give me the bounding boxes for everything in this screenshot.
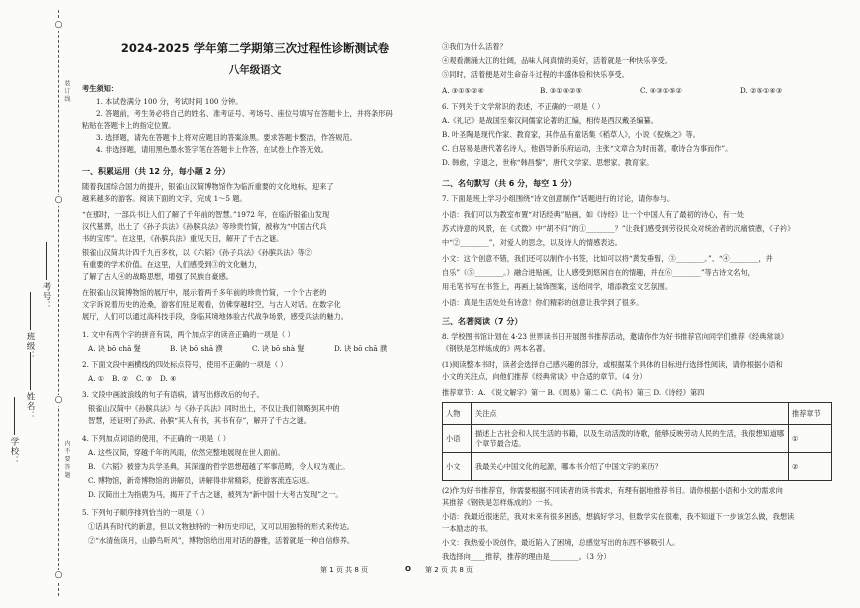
passage-line: 展厅，人们可以通过高科技手段，身临其境地体验古代战争场景，感受兵法的魅力。 bbox=[82, 312, 348, 321]
q8-answer-line[interactable]: 我选择向____推荐，推荐的理由是________。（3 分） bbox=[442, 552, 611, 561]
q7-line: 苏式诗意的风景，在《式微》中“胡不归”的①________？”让我们感受到劳役民众对统治者的沉痛愤懑，《子衿》 bbox=[442, 224, 795, 233]
q2-option-c[interactable]: C. ③ bbox=[136, 374, 153, 383]
class-line[interactable] bbox=[30, 292, 31, 330]
question-8-1: 小文的关注点，向他们推荐《经典常谈》中合适的章节。（4 分） bbox=[442, 372, 647, 381]
passage-line: 文字诉说着历史的沧桑，游客们驻足观看，仿佛穿越时空，与古人对话。在数字化 bbox=[82, 300, 341, 309]
q8-line: 小文：我热爱小说创作，最近陷入了困境，总感觉写出的东西不够吸引人。 bbox=[442, 538, 680, 547]
section-2-heading: 二、名句默写（共 6 分，每空 1 分） bbox=[442, 179, 577, 188]
question-8-2: (2)作为好书推荐官，你需要根据不同读者的读书需求，有理有据地推荐书目。请你根据小语和小文的需求向 bbox=[442, 486, 783, 495]
binding-name-label: 姓名： bbox=[24, 350, 36, 421]
binding-exam-id-label: 考号： bbox=[40, 240, 52, 311]
q4-option-a[interactable]: A. 这些汉简，穿越千年的风雨，依然完整地展现在世人面前。 bbox=[88, 448, 285, 457]
passage-line: 了解了古人④的战略思想，增强了民族自豪感。 bbox=[82, 272, 233, 281]
binding-hole: ○ bbox=[54, 395, 63, 405]
binding-margin bbox=[0, 0, 72, 608]
page-number-left: 第 1 页 共 8 页 bbox=[320, 566, 369, 574]
question-6: 6. 下列关于文学常识的表述，不正确的一项是（ ） bbox=[442, 102, 605, 111]
seal-text: 内 不 要 答 题 bbox=[63, 440, 70, 478]
q7-line: 用毛笔书写在书签上，再画上装饰图案，送给同学，增添教室文艺氛围。 bbox=[442, 282, 673, 291]
question-8-1: (1)阅读整本书时，读者会选择自己感兴趣的部分，或根据某个具体的目标进行选择性阅读，请你根据小语和 bbox=[442, 360, 783, 369]
q5-option-a[interactable]: A. ③①⑤②④ bbox=[442, 86, 484, 95]
passage-line: “在那时，一部兵书让人们了解了千年前的智慧。”1972 年，在临沂银雀山发现 bbox=[82, 210, 330, 219]
question-1: 1. 文中有两个字的拼音有误，两个加点字的读音正确的一项是（ ） bbox=[82, 330, 295, 339]
q8-line: 一本励志的书。 bbox=[442, 524, 493, 533]
q5-option-c[interactable]: C. ④③①⑤② bbox=[640, 86, 683, 95]
notice-line: 1. 本试卷满分 100 分，考试时间 100 分钟。 bbox=[96, 97, 243, 106]
passage-line: 汉代墓葬，出土了《孙子兵法》《孙膑兵法》等珍贵竹简，被称为“中国古代兵 bbox=[82, 222, 327, 231]
exam-subtitle: 八年级语文 bbox=[228, 64, 282, 76]
recommend-table bbox=[442, 402, 832, 481]
binding-dashed-line bbox=[58, 10, 59, 596]
table-cell-rec[interactable]: ② bbox=[789, 453, 832, 481]
chapter-list: 推荐章节：A. 《说文解字》第一 B.《周易》第二 C.《尚书》第三 D.《诗经》第四 bbox=[442, 388, 705, 397]
q6-option-b[interactable]: B. 叶圣陶是现代作家、教育家，其作品有童话集《稻草人》，小说《倪焕之》等。 bbox=[442, 130, 700, 139]
q7-line: 自乐”（⑤________。）融合进贴画，让人感受到悠闲自在的情趣，并在⑥________”等古诗文名句， bbox=[442, 268, 755, 277]
passage-line: 越来越多的游客。阅读下面的文字，完成 1～5 题。 bbox=[82, 194, 247, 203]
exam-title: 2024-2025 学年第二学期第三次过程性诊断测试卷 bbox=[120, 41, 390, 55]
binding-hole: ○ bbox=[54, 195, 63, 205]
center-dot: O bbox=[405, 565, 411, 573]
question-4: 4. 下列加点词语的使用，不正确的一项是（ ） bbox=[82, 434, 230, 443]
notice-line: 3. 选择题，请先在答题卡上将对应题目的答案涂黑。要求答题卡整洁，作答规范。 bbox=[96, 133, 357, 142]
q7-line: 中“②________”，对爱人的思念，以及诗人的情感表达。 bbox=[442, 238, 622, 247]
table-header: 关注点 bbox=[472, 403, 789, 425]
passage-line: 银雀山汉简共计四千九百多枚，以《六韬》《孙子兵法》《孙膑兵法》等② bbox=[82, 248, 312, 257]
q4-option-c[interactable]: C. 博物馆，新奇博物馆的讲解员，讲解得非常精彩，使游客流连忘返。 bbox=[88, 476, 314, 485]
notice-line: 粘贴在答题卡上的指定位置。 bbox=[82, 121, 176, 130]
q7-line: 小文：这个创意不错，我们还可以制作小书签，比如可以将“黄发垂髫，③________。”、“④________，并 bbox=[442, 254, 773, 263]
q5-option-b[interactable]: B. ③①④②⑤ bbox=[540, 86, 583, 95]
table-cell-focus: 我最关心中国文化的起源，哪本书介绍了中国文字的来历？ bbox=[472, 453, 789, 481]
binding-class-label: 班级： bbox=[24, 290, 36, 361]
q1-option-d[interactable]: D. 诀 bō chā 濮 bbox=[334, 344, 388, 353]
q3-text: 银雀山汉简中《孙膑兵法》与《孙子兵法》同时出土，不仅让我们领略到其中的 bbox=[88, 404, 340, 413]
question-8: 《钢铁是怎样炼成的》两本名著。 bbox=[442, 344, 550, 353]
notice-line: 4. 非选择题，请用黑色墨水签字笔在答题卡上作答，在试卷上作答无效。 bbox=[96, 145, 328, 154]
q5-option-d[interactable]: D. ②⑤①④③ bbox=[740, 86, 783, 95]
q1-option-a[interactable]: A. 诀 bō chā 髮 bbox=[88, 344, 141, 353]
q2-option-a[interactable]: A. ① bbox=[88, 374, 105, 383]
binding-school-label: 学校： bbox=[8, 395, 20, 466]
table-header: 人物 bbox=[443, 403, 472, 425]
table-row bbox=[443, 425, 832, 453]
q5-line: ⑤同时，活着便是对生命奋斗过程的丰盛体验和快乐享受。 bbox=[442, 70, 629, 79]
table-row bbox=[443, 453, 832, 481]
table-cell-who: 小文 bbox=[443, 453, 472, 481]
exam-id-line[interactable] bbox=[46, 242, 47, 280]
binding-hole: ○ bbox=[54, 20, 63, 30]
table-cell-who: 小语 bbox=[443, 425, 472, 453]
q4-option-b[interactable]: B. 《六韬》被誉为兵学圣典，其深邃的哲学思想超越了军事范畴，令人叹为观止。 bbox=[88, 462, 350, 471]
question-5: 5. 下列句子顺序排列恰当的一项是（ ） bbox=[82, 508, 209, 517]
passage-line: 随着我国综合国力的提升，银雀山汉简博物馆作为临沂重要的文化地标，迎来了 bbox=[82, 182, 334, 191]
q3-text: 智慧，还证明了孙武、孙膑“其人有书，其书有存”，解开了千古之谜。 bbox=[88, 416, 311, 425]
passage-line: 有重要的学术价值。在这里，人们感受到③的文化魅力， bbox=[82, 260, 262, 269]
q2-option-d[interactable]: D. ④ bbox=[160, 374, 177, 383]
question-3: 3. 文段中画波浪线的句子有语病，请写出修改后的句子。 bbox=[82, 390, 264, 399]
school-line[interactable] bbox=[14, 397, 15, 435]
section-1-heading: 一、积累运用（共 12 分，每小题 2 分） bbox=[82, 167, 230, 176]
question-7: 7. 下面是班上学习小组围绕“诗文创意制作”话题进行的讨论，请你参与。 bbox=[442, 194, 675, 203]
seal-text: 装 订 线 bbox=[63, 80, 70, 102]
table-header: 推荐章节 bbox=[789, 403, 832, 425]
q5-line: ③我们为什么活着？ bbox=[442, 42, 507, 51]
q6-option-d[interactable]: D. 韩愈，字退之，世称“韩昌黎”，唐代文学家、思想家、教育家。 bbox=[442, 158, 654, 167]
q5-line: ②“水清鱼读月，山静鸟听风”，博物馆给出用对话的静雅，活着就是一种自信修养。 bbox=[88, 536, 355, 545]
q2-option-b[interactable]: B. ② bbox=[112, 374, 129, 383]
section-3-heading: 三、名著阅读（7 分） bbox=[442, 317, 523, 326]
q6-option-c[interactable]: C. 白居易是唐代著名诗人，他倡导新乐府运动，主张“文章合为时而著，歌诗合为事而作”。 bbox=[442, 144, 733, 153]
name-line[interactable] bbox=[30, 352, 31, 390]
question-2: 2. 下面文段中画横线的四处标点符号，使用不正确的一项是（ ） bbox=[82, 360, 288, 369]
passage-line: 在银雀山汉简博物馆的展厅中，展示着两千多年前的珍贵竹简，一个个古老的 bbox=[82, 288, 327, 297]
q5-line: ④观看潮涌大江的壮阔，品味人间真情的美好，活着就是一种快乐享受。 bbox=[442, 56, 673, 65]
binding-hole: ○ bbox=[54, 570, 63, 580]
table-cell-rec[interactable]: ① bbox=[789, 425, 832, 453]
q7-line: 小语：我们可以为教室布置“对话经典”贴画，如《诗经》让一个中国人有了最初的诗心，有一处 bbox=[442, 210, 745, 219]
question-8-2: 其推荐《钢铁是怎样炼成的》一书。 bbox=[442, 498, 558, 507]
page-number-right: 第 2 页 共 8 页 bbox=[425, 566, 474, 574]
q6-option-a[interactable]: A.《礼记》是战国至秦汉间儒家论著的汇编，相传是西汉戴圣编纂。 bbox=[442, 116, 658, 125]
notice-heading: 考生须知： bbox=[82, 84, 118, 93]
q1-option-b[interactable]: B. 诀 bō shā 濮 bbox=[170, 344, 223, 353]
notice-line: 2. 答题前，考生务必将自己的姓名、准考证号、考场号、座位号填写在答题卡上，并将条形码 bbox=[96, 109, 393, 118]
q8-line: 小语：我最近很迷茫，我对未来有很多困惑，想搞好学习，但数学实在很难，我不知道下一步该怎么做，我想读 bbox=[442, 512, 795, 521]
q1-option-c[interactable]: C. 诀 bō shà 髮 bbox=[252, 344, 305, 353]
table-cell-focus: 描述上古社会和人民生活的书籍，以及生动活泼的诗歌，能够反映劳动人民的生活，我很想知道哪个章节最合适。 bbox=[472, 425, 789, 453]
q7-line: 小语：真是生活处处有诗意！你们精彩的创意让我学到了很多。 bbox=[442, 298, 644, 307]
question-8: 8. 学校图书馆计划在 4·23 世界读书日开展图书推荐活动，邀请你作为好书推荐官向同学们推荐《经典常谈》 bbox=[442, 332, 788, 341]
q5-line: ①话具有时代的新意，但以文物独特的一种历史印记，又可以用独特的形式来传达。 bbox=[88, 522, 354, 531]
passage-line: 书的宝库”。在这里，《孙膑兵法》重见天日，解开了千古之谜。 bbox=[82, 234, 284, 243]
q4-option-d[interactable]: D. 汉简出土为指鹿为马，揭开了千古之谜，被列为“新中国十大考古发现”之一。 bbox=[88, 490, 343, 499]
